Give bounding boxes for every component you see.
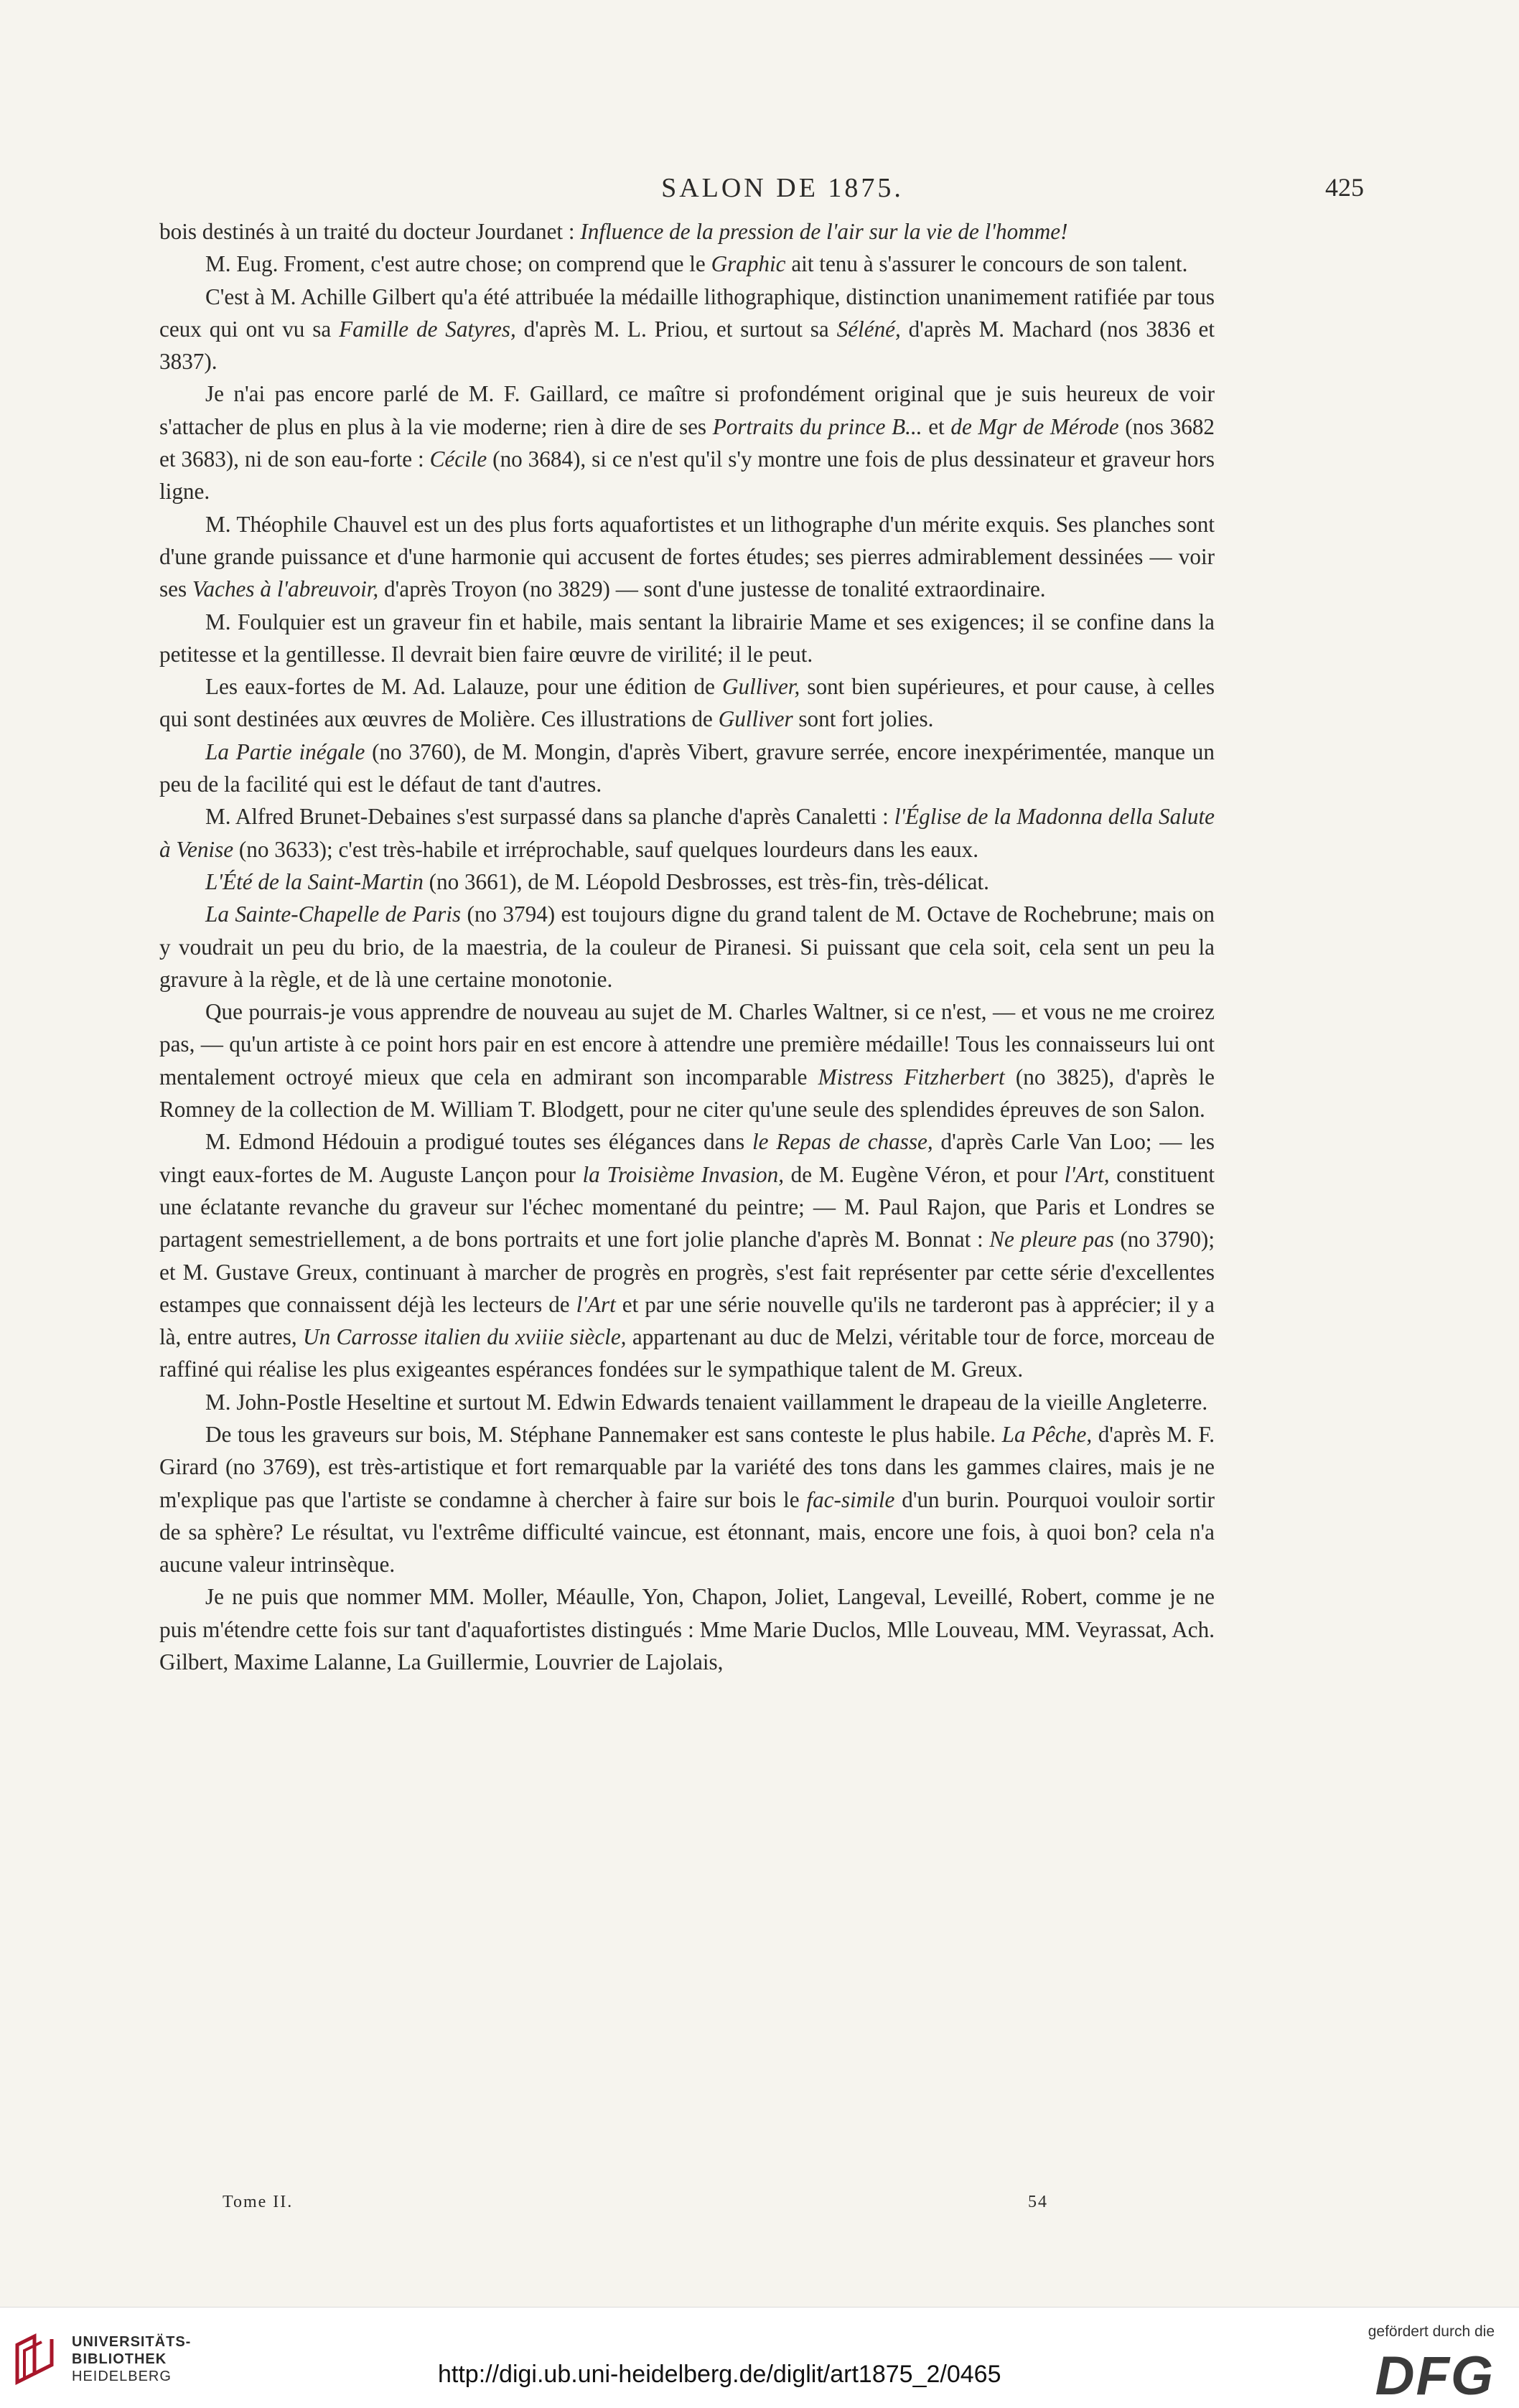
italic-title: Gulliver: [718, 706, 793, 732]
page-footer: [223, 2193, 1048, 2229]
text-run: Je n'ai pas encore parlé de M. F. Gaillard, ce maître si profondément original que je suis heureux de voir s'attacher de plus en plus à la vie moderne; rien à dire de ses: [159, 381, 1215, 439]
italic-title: de Mgr de Mérode: [950, 413, 1119, 439]
text-run: d'après M. Machard (nos 3836 et 3837).: [159, 316, 1215, 375]
page-header-title: SALON DE 1875.: [661, 173, 904, 203]
paragraph: [159, 1418, 1215, 1580]
paragraph: [159, 866, 1215, 898]
italic-title: La Sainte-Chapelle de Paris: [205, 901, 462, 927]
funder-note: gefördert durch die: [1368, 2323, 1495, 2340]
italic-title: fac-simile: [806, 1486, 895, 1512]
text-run: de M. Eugène Véron, et pour: [784, 1161, 1065, 1187]
italic-title: Famille de Satyres,: [339, 316, 516, 342]
italic-title: l'Art,: [1064, 1161, 1110, 1187]
text-run: et: [922, 413, 951, 439]
library-name[interactable]: [72, 2333, 191, 2385]
dfg-logo[interactable]: DFG: [1375, 2346, 1495, 2407]
italic-title: Mistress Fitzherbert: [818, 1064, 1005, 1090]
text-run: (no 3661), de M. Léopold Desbrosses, est très-fin, très-délicat.: [423, 868, 989, 894]
text-run: d'un burin. Pourquoi vouloir sortir de sa sphère? Le résultat, vu l'extrême difficulté vaincue, est étonnant, mais, encore une fois, à quoi bon? cela n'a aucune valeur intrinsèque.: [159, 1486, 1215, 1578]
text-run: et par une série nouvelle qu'ils ne tarderont pas à apprécier; il y a là, entre autres,: [159, 1291, 1215, 1350]
text-run: (no 3825), d'après le Romney de la collection de M. William T. Blodgett, pour ne citer qu'une seule des splendides épreuves de son Salon.: [159, 1064, 1215, 1123]
permalink-url[interactable]: http://digi.ub.uni-heidelberg.de/diglit/art1875_2/0465: [438, 2361, 1001, 2388]
italic-title: Cécile: [429, 446, 487, 472]
text-run: (no 3633); c'est très-habile et irréprochable, sauf quelques lourdeurs dans les eaux.: [233, 836, 978, 862]
text-run: M. Foulquier est un graveur fin et habile, mais sentant la librairie Mame et ses exigences; il se confine dans la petitesse et la gentillesse. Il devrait bien faire œuvre de virilité; il le peut.: [159, 609, 1215, 667]
text-run: appartenant au duc de Melzi, véritable tour de force, morceau de raffiné qui réalise les plus exigeantes espérances fondées sur le sympathique talent de M. Greux.: [159, 1324, 1215, 1382]
text-run: Que pourrais-je vous apprendre de nouveau au sujet de M. Charles Waltner, si ce n'est, — et vous ne me croirez pas, — qu'un artiste à ce point hors pair en est encore à attendre une première médaille! Tous les connaisseurs lui ont mentalement octroyé mieux que cela en admirant son incomparable: [159, 999, 1215, 1090]
italic-title: L'Été de la Saint-Martin: [205, 868, 424, 894]
italic-title: Portraits du prince B...: [712, 413, 922, 439]
italic-title: Ne pleure pas: [989, 1227, 1114, 1252]
library-name-line3: HEIDELBERG: [72, 2369, 172, 2384]
paragraph: [159, 378, 1215, 507]
text-run: De tous les graveurs sur bois, M. Stéphane Pannemaker est sans conteste le plus habile.: [205, 1421, 1002, 1447]
paragraph: [159, 898, 1215, 995]
text-run: M. Théophile Chauvel est un des plus forts aquafortistes et un lithographe d'un mérite exquis. Ses planches sont d'une grande puissance et d'une harmonie qui accusent de fortes études; ses pierres admirablement dessinées — voir ses: [159, 511, 1215, 602]
paragraph: [159, 508, 1215, 606]
text-run: d'après Carle Van Loo; — les vingt eaux-fortes de M. Auguste Lançon pour: [159, 1129, 1215, 1187]
text-run: d'après Troyon (no 3829) — sont d'une justesse de tonalité extraordinaire.: [378, 576, 1046, 602]
text-run: (no 3794) est toujours digne du grand talent de M. Octave de Rochebrune; mais on y voudrait un peu du brio, de la maestria, de la couleur de Piranesi. Si puissant que cela soit, cela sent un peu la gravure à la règle, et de là une certaine monotonie.: [159, 901, 1215, 992]
page-number: 425: [1325, 173, 1364, 202]
italic-title: Graphic: [711, 251, 786, 277]
paragraph: [159, 995, 1215, 1125]
text-run: constituent une éclatante revanche du graveur sur l'échec momentané du peintre; — M. Paul Rajon, que Paris et Londres se partagent semestriellement, a de bons portraits et une fort jolie planche d'après M. Bonnat :: [159, 1161, 1215, 1252]
paragraph: [159, 606, 1215, 671]
italic-title: la Troisième Invasion,: [582, 1161, 785, 1187]
text-run: Je ne puis que nommer MM. Moller, Méaulle, Yon, Chapon, Joliet, Langeval, Leveillé, Robert, comme je ne puis m'étendre cette fois sur tant d'aquafortistes distingués : Mme Marie Duclos, Mlle Louveau, MM. Veyrassat, Ach. Gilbert, Maxime Lalanne, La Guillermie, Louvrier de Lajolais,: [159, 1584, 1215, 1675]
italic-title: Influence de la pression de l'air sur la vie de l'homme!: [580, 219, 1068, 244]
text-run: (no 3760), de M. Mongin, d'après Vibert, gravure serrée, encore inexpérimentée, manque un peu de la facilité qui est le défaut de tant d'autres.: [159, 739, 1215, 797]
italic-title: l'Art: [576, 1291, 616, 1317]
library-name-line1: UNIVERSITÄTS-: [72, 2334, 192, 2350]
paragraph: [159, 800, 1215, 866]
text-run: sont bien supérieures, et pour cause, à celles qui sont destinées aux œuvres de Molière. Ces illustrations de: [159, 674, 1215, 732]
paragraph: [159, 670, 1215, 736]
text-run: (no 3790); et M. Gustave Greux, continuant à marcher de progrès en progrès, s'est fait représenter par cette série d'excellentes estampes que connaissent déjà les lecteurs de: [159, 1227, 1215, 1317]
italic-title: l'Église de la Madonna della Salute à Venise: [159, 804, 1215, 862]
text-run: (no 3684), si ce n'est qu'il s'y montre une fois de plus dessinateur et graveur hors ligne.: [159, 446, 1215, 505]
volume-label: Tome II.: [223, 2193, 294, 2211]
italic-title: le Repas de chasse,: [752, 1129, 933, 1155]
italic-title: Un Carrosse italien du xviiie siècle,: [303, 1324, 627, 1350]
library-name-line2: BIBLIOTHEK: [72, 2351, 167, 2367]
text-run: M. Alfred Brunet-Debaines s'est surpassé dans sa planche d'après Canaletti :: [205, 804, 894, 830]
text-run: ait tenu à s'assurer le concours de son talent.: [785, 251, 1188, 277]
text-run: M. Eug. Froment, c'est autre chose; on comprend que le: [205, 251, 711, 277]
paragraph: [159, 248, 1215, 280]
viewer-footer-bar: [0, 2307, 1519, 2408]
text-run: sont fort jolies.: [793, 706, 934, 732]
signature-mark: 54: [1028, 2193, 1048, 2211]
text-run: d'après M. F. Girard (no 3769), est très-artistique et fort remarquable par la variété des tons dans les gammes claires, mais je ne m'explique pas que l'artiste se condamne à chercher à faire sur bois le: [159, 1421, 1215, 1512]
paragraph: [159, 1125, 1215, 1385]
article-body: [159, 215, 1215, 1678]
text-run: M. Edmond Hédouin a prodigué toutes ses élégances dans: [205, 1129, 752, 1155]
university-library-logo-icon[interactable]: [13, 2332, 59, 2386]
paragraph: [159, 215, 1215, 248]
text-run: C'est à M. Achille Gilbert qu'a été attribuée la médaille lithographique, distinction unanimement ratifiée par tous ceux qui ont vu sa: [159, 284, 1215, 342]
italic-title: Séléné,: [836, 316, 901, 342]
paragraph: [159, 281, 1215, 378]
paragraph: [159, 1386, 1215, 1418]
italic-title: La Pêche,: [1001, 1421, 1093, 1447]
text-run: bois destinés à un traité du docteur Jourdanet :: [159, 219, 581, 244]
text-run: (nos 3682 et 3683), ni de son eau-forte :: [159, 413, 1215, 472]
paragraph: [159, 1580, 1215, 1678]
italic-title: Gulliver,: [722, 674, 800, 700]
italic-title: Vaches à l'abreuvoir,: [192, 576, 379, 602]
text-run: d'après M. L. Priou, et surtout sa: [515, 316, 837, 342]
paragraph: [159, 736, 1215, 801]
running-header: [158, 172, 1364, 215]
text-run: M. John-Postle Heseltine et surtout M. Edwin Edwards tenaient vaillamment le drapeau de la vieille Angleterre.: [205, 1389, 1208, 1415]
italic-title: La Partie inégale: [205, 739, 365, 764]
text-run: Les eaux-fortes de M. Ad. Lalauze, pour une édition de: [205, 674, 722, 700]
